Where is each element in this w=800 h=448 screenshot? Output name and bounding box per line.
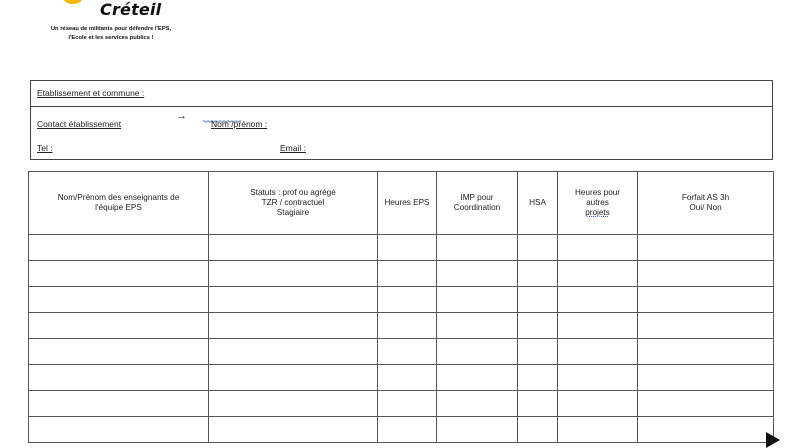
table-cell[interactable] — [378, 287, 437, 313]
table-cell[interactable] — [558, 417, 638, 443]
table-cell[interactable] — [638, 313, 774, 339]
right-arrow-icon: → — [176, 110, 187, 122]
col-header-statuts: Statuts : prof ou agrégé TZR / contractuel Stagiaire — [209, 172, 378, 235]
contact-label: Contact établissement — [37, 119, 122, 129]
table-cell[interactable] — [558, 391, 638, 417]
table-cell[interactable] — [437, 391, 518, 417]
table-cell[interactable] — [29, 235, 209, 261]
table-cell[interactable] — [638, 417, 774, 443]
col-header-heures-eps: Heures EPS — [378, 172, 437, 235]
table-cell[interactable] — [209, 287, 378, 313]
col-header-nom-prenom: Nom/Prénom des enseignants de l'équipe EPS — [29, 172, 209, 235]
table-cell[interactable] — [209, 391, 378, 417]
table-cell[interactable] — [378, 313, 437, 339]
table-cell[interactable] — [437, 261, 518, 287]
corner-arrow-icon — [766, 432, 780, 448]
table-row — [29, 365, 774, 391]
table-cell[interactable] — [209, 235, 378, 261]
table-cell[interactable] — [437, 287, 518, 313]
table-cell[interactable] — [558, 339, 638, 365]
logo-word: Créteil — [100, 0, 162, 19]
table-cell[interactable] — [437, 365, 518, 391]
table-cell[interactable] — [209, 417, 378, 443]
table-cell[interactable] — [29, 313, 209, 339]
nom-prenom-label: Nom /prénom : — [211, 119, 268, 129]
table-cell[interactable] — [378, 365, 437, 391]
table-cell[interactable] — [209, 261, 378, 287]
table-cell[interactable] — [209, 365, 378, 391]
table-cell[interactable] — [29, 417, 209, 443]
table-body — [29, 235, 774, 443]
table-cell[interactable] — [558, 313, 638, 339]
tagline-line-1: Un réseau de militants pour défendre l'EPS, — [50, 26, 172, 32]
col-header-heures-projets: Heures pour autres projets — [558, 172, 638, 235]
table-cell[interactable] — [378, 391, 437, 417]
table-cell[interactable] — [437, 235, 518, 261]
table-cell[interactable] — [518, 261, 558, 287]
table-cell[interactable] — [518, 235, 558, 261]
table-cell[interactable] — [437, 417, 518, 443]
table-cell[interactable] — [518, 391, 558, 417]
table-cell[interactable] — [29, 339, 209, 365]
table-cell[interactable] — [558, 365, 638, 391]
table-cell[interactable] — [209, 313, 378, 339]
table-cell[interactable] — [378, 261, 437, 287]
table-cell[interactable] — [29, 391, 209, 417]
table-cell[interactable] — [518, 339, 558, 365]
table-row — [29, 339, 774, 365]
table-cell[interactable] — [29, 261, 209, 287]
table-cell[interactable] — [638, 391, 774, 417]
establishment-info-box — [30, 80, 773, 160]
col-header-forfait-as: Forfait AS 3h Oui/ Non — [638, 172, 774, 235]
table-cell[interactable] — [638, 365, 774, 391]
table-cell[interactable] — [638, 261, 774, 287]
table-cell[interactable] — [638, 339, 774, 365]
table-row — [29, 391, 774, 417]
email-label: Email : — [280, 143, 306, 153]
table-cell[interactable] — [209, 339, 378, 365]
table-cell[interactable] — [518, 313, 558, 339]
tagline — [16, 25, 206, 43]
table-cell[interactable] — [378, 417, 437, 443]
tagline-line-2: l'Ecole et les services publics ! — [68, 35, 154, 41]
table-cell[interactable] — [558, 261, 638, 287]
tel-label: Tel : — [37, 143, 53, 153]
table-row — [29, 261, 774, 287]
table-row — [29, 287, 774, 313]
table-row — [29, 417, 774, 443]
table-cell[interactable] — [378, 339, 437, 365]
table-cell[interactable] — [378, 235, 437, 261]
table-cell[interactable] — [638, 287, 774, 313]
table-header-row — [29, 172, 774, 235]
table-cell[interactable] — [558, 235, 638, 261]
teachers-table — [28, 171, 774, 443]
col-header-imp-coordination: IMP pour Coordination — [437, 172, 518, 235]
table-cell[interactable] — [518, 287, 558, 313]
table-cell[interactable] — [638, 235, 774, 261]
table-cell[interactable] — [437, 339, 518, 365]
col-header-hsa: HSA — [518, 172, 558, 235]
table-cell[interactable] — [29, 287, 209, 313]
logo-mark-icon — [62, 0, 84, 4]
table-cell[interactable] — [437, 313, 518, 339]
etablissement-label: Etablissement et commune : — [37, 88, 145, 98]
info-divider — [31, 106, 772, 107]
table-cell[interactable] — [518, 365, 558, 391]
table-row — [29, 313, 774, 339]
table-cell[interactable] — [29, 365, 209, 391]
table-cell[interactable] — [518, 417, 558, 443]
table-cell[interactable] — [558, 287, 638, 313]
table-row — [29, 235, 774, 261]
